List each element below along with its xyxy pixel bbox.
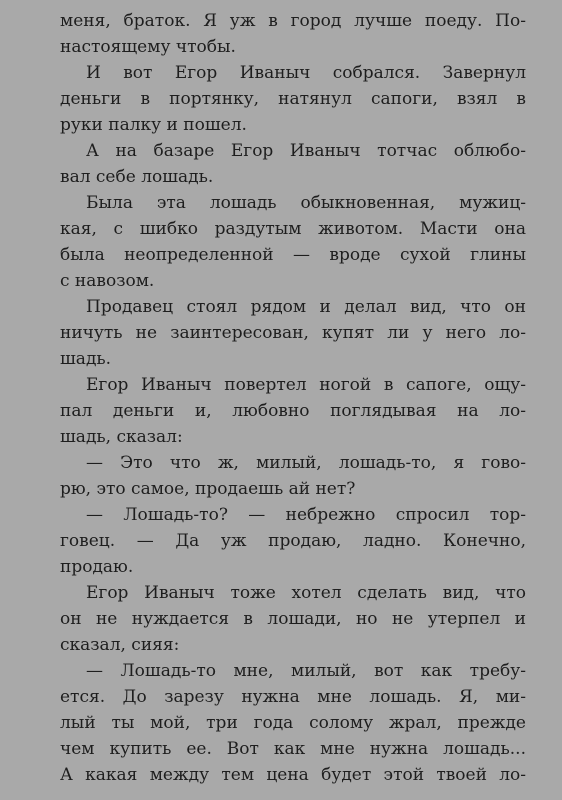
text-line: он не нуждается в лошади, но не утерпел и (60, 609, 526, 629)
text-line: Продавец стоял рядом и делал вид, что он (86, 297, 526, 317)
text-line: лый ты мой, три года солому жрал, прежде (60, 713, 526, 733)
paragraph (60, 450, 526, 502)
text-line: — Лошадь-то? — небрежно спросил тор- (86, 505, 526, 525)
paragraph (60, 60, 526, 138)
text-line: ничуть не заинтересован, купят ли у него ло- (60, 323, 526, 343)
text-line: кая, с шибко раздутым животом. Масти она (60, 219, 526, 239)
paragraph (60, 502, 526, 580)
text-line: продаю. (60, 557, 134, 577)
paragraph (60, 658, 526, 788)
paragraph (60, 372, 526, 450)
text-line: А на базаре Егор Иваныч тотчас облюбо- (86, 141, 526, 161)
text-line: с навозом. (60, 271, 155, 291)
text-line: рю, это самое, продаешь ай нет? (60, 479, 356, 499)
text-line: Егор Иваныч тоже хотел сделать вид, что (86, 583, 526, 603)
text-line: шадь. (60, 349, 112, 369)
text-line: Была эта лошадь обыкновенная, мужиц- (86, 193, 526, 213)
paragraph (60, 138, 526, 190)
text-line: сказал, сияя: (60, 635, 180, 655)
paragraph (60, 580, 526, 658)
text-line: деньги в портянку, натянул сапоги, взял в (60, 89, 526, 109)
text-line: А какая между тем цена будет этой твоей ло- (60, 765, 526, 785)
paragraph (60, 8, 526, 60)
paragraph (60, 294, 526, 372)
text-line: ется. До зарезу нужна мне лошадь. Я, ми- (60, 687, 526, 707)
text-line: меня, браток. Я уж в город лучше поеду. По- (60, 11, 526, 31)
text-line: — Лошадь-то мне, милый, вот как требу- (86, 661, 526, 681)
text-line: настоящему чтобы. (60, 37, 236, 57)
text-line: — Это что ж, милый, лошадь-то, я гово- (86, 453, 526, 473)
text-line: говец. — Да уж продаю, ладно. Конечно, (60, 531, 526, 551)
text-line: Егор Иваныч повертел ногой в сапоге, ощу- (86, 375, 526, 395)
paragraph (60, 190, 526, 294)
text-line: И вот Егор Иваныч собрался. Завернул (86, 63, 526, 83)
text-line: шадь, сказал: (60, 427, 183, 447)
text-line: вал себе лошадь. (60, 167, 214, 187)
page-text (60, 8, 526, 788)
text-line: чем купить ее. Вот как мне нужна лошадь... (60, 739, 526, 759)
text-line: была неопределенной — вроде сухой глины (60, 245, 526, 265)
text-line: пал деньги и, любовно поглядывая на ло- (60, 401, 526, 421)
text-line: руки палку и пошел. (60, 115, 247, 135)
